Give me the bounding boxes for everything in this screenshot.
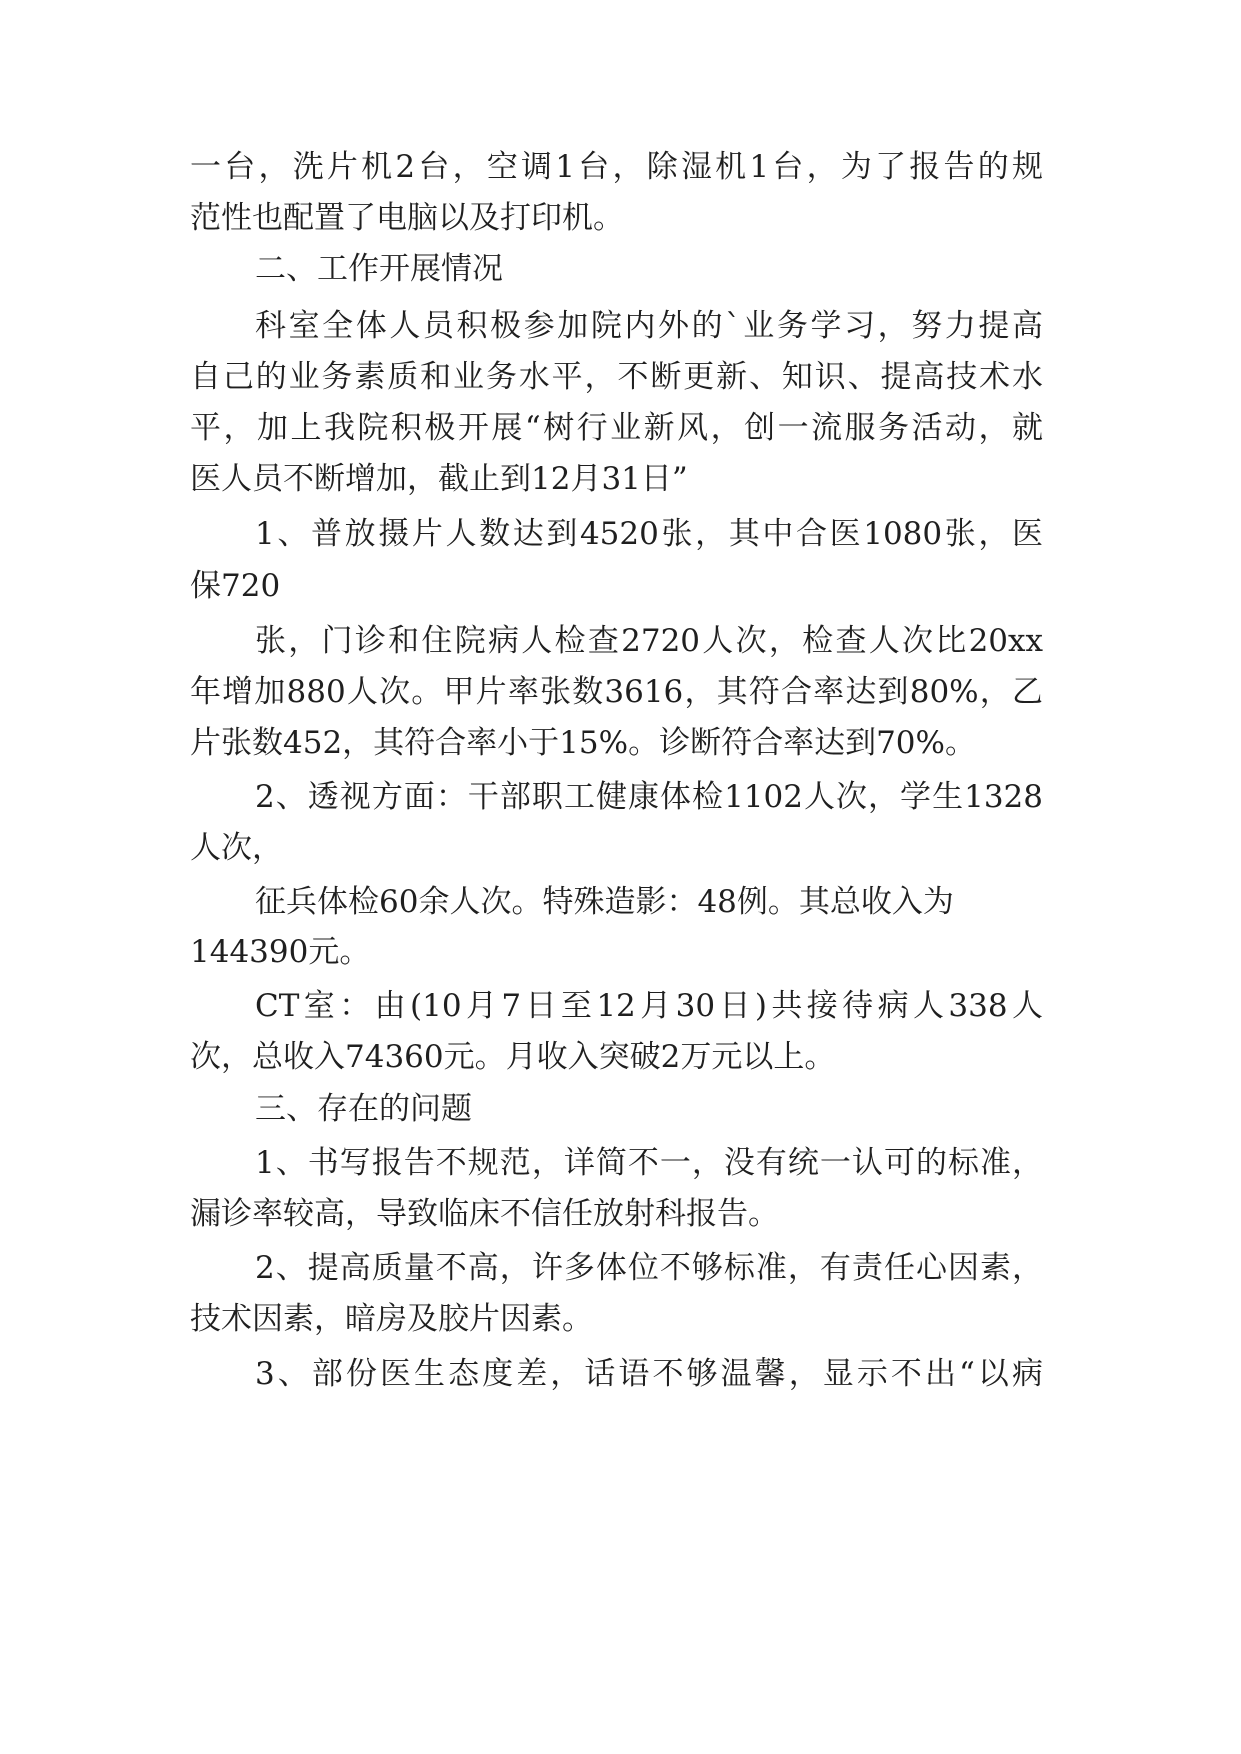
body-text-line: 1、书写报告不规范，详简不一，没有统一认可的标准， xyxy=(255,1145,1043,1181)
body-text-line: CT室：由(10月7日至12月30日)共接待病人338人 xyxy=(255,988,1043,1024)
body-text-line: 医人员不断增加，截止到12月31日” xyxy=(190,461,688,497)
body-text-line: 144390元。 xyxy=(190,934,371,970)
body-text-line: 2、透视方面：干部职工健康体检1102人次，学生1328 xyxy=(255,779,1043,815)
body-text-line: 保720 xyxy=(190,568,281,604)
body-text-line: 2、提高质量不高，许多体位不够标准，有责任心因素， xyxy=(255,1250,1043,1286)
body-text-line: 漏诊率较高，导致临床不信任放射科报告。 xyxy=(190,1196,779,1232)
body-text-line: 科室全体人员积极参加院内外的`业务学习，努力提高 xyxy=(255,308,1043,344)
section-heading: 三、存在的问题 xyxy=(255,1091,472,1127)
body-text-line: 片张数452，其符合率小于15%。诊断符合率达到70%。 xyxy=(190,725,976,761)
body-text-line: 自己的业务素质和业务水平，不断更新、知识、提高技术水 xyxy=(190,359,1043,395)
body-text-line: 次，总收入74360元。月收入突破2万元以上。 xyxy=(190,1039,836,1075)
body-text-line: 人次， xyxy=(190,830,283,866)
body-text-line: 范性也配置了电脑以及打印机。 xyxy=(190,200,624,236)
section-heading: 二、工作开展情况 xyxy=(255,251,503,287)
body-text-line: 征兵体检60余人次。特殊造影：48例。其总收入为 xyxy=(255,884,954,920)
body-text-line: 3、部份医生态度差，话语不够温馨，显示不出“以病 xyxy=(255,1356,1043,1392)
body-text-line: 张，门诊和住院病人检查2720人次，检查人次比20xx xyxy=(255,623,1043,659)
body-text-line: 1、普放摄片人数达到4520张，其中合医1080张，医 xyxy=(255,516,1043,552)
body-text-line: 年增加880人次。甲片率张数3616，其符合率达到80%，乙 xyxy=(190,674,1043,710)
body-text-line: 平，加上我院积极开展“树行业新风，创一流服务活动，就 xyxy=(190,410,1043,446)
body-text-line: 一台，洗片机2台，空调1台，除湿机1台，为了报告的规 xyxy=(190,149,1043,185)
body-text-line: 技术因素，暗房及胶片因素。 xyxy=(190,1301,593,1337)
